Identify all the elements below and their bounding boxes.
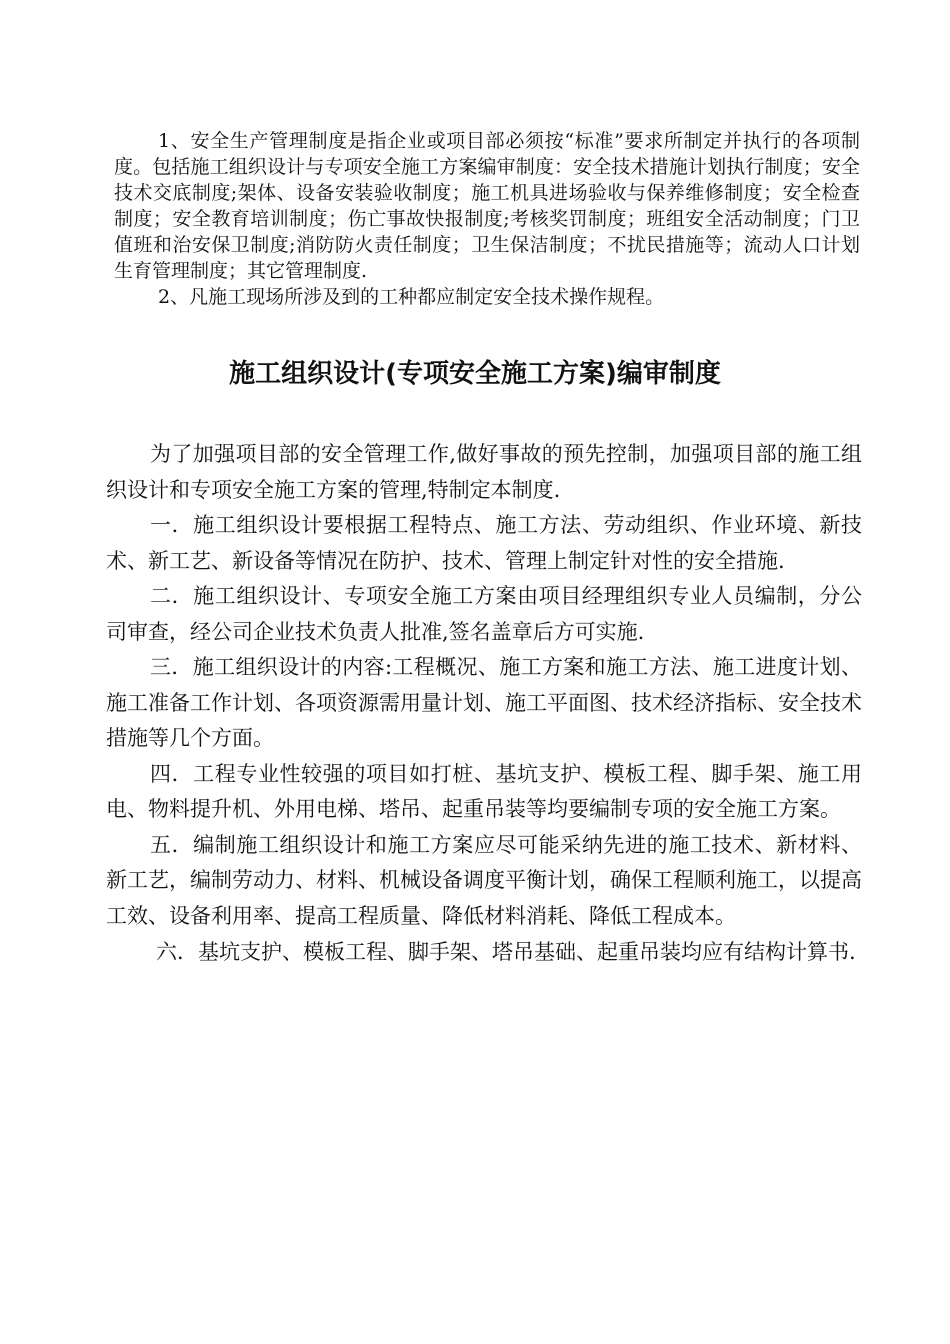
paragraph-operation-rules: 2、凡施工现场所涉及到的工种都应制定安全技术操作规程。 — [158, 286, 665, 308]
paragraph-item-6: 六．基坑支护、模板工程、脚手架、塔吊基础、起重吊装均应有结构计算书. — [156, 940, 856, 964]
paragraph-item-4: 四．工程专业性较强的项目如打桩、基坑支护、模板工程、脚手架、施工用电、物料提升机、外用电梯、塔吊、起重吊装等均要编制专项的安全施工方案。 — [106, 761, 862, 821]
paragraph-item-2: 二．施工组织设计、专项安全施工方案由项目经理组织专业人员编制，分公司审查，经公司企业技术负责人批准,签名盖章后方可实施. — [106, 584, 862, 644]
review-system-section — [106, 437, 862, 967]
paragraph-item-1: 一．施工组织设计要根据工程特点、施工方法、劳动组织、作业环境、新技术、新工艺、新设备等情况在防护、技术、管理上制定针对性的安全措施. — [106, 513, 862, 573]
paragraph-intro: 为了加强项目部的安全管理工作,做好事故的预先控制，加强项目部的施工组织设计和专项安全施工方案的管理,特制定本制度. — [106, 442, 862, 502]
section-title: 施工组织设计(专项安全施工方案)编审制度 — [229, 359, 721, 389]
paragraph-management-system: 1、安全生产管理制度是指企业或项目部必须按“标准”要求所制定并执行的各项制度。包括施工组织设计与专项安全施工方案编审制度：安全技术措施计划执行制度；安全技术交底制度;架体、设备安装验收制度；施工机具进场验收与保养维修制度；安全检查制度；安全教育培训制度；伤亡事故快报制度;考核奖罚制度；班组安全活动制度；门卫值班和治安保卫制度;消防防火责任制度；卫生保洁制度；不扰民措施等；流动人口计划生育管理制度；其它管理制度. — [114, 130, 860, 282]
safety-management-section — [114, 128, 860, 310]
paragraph-item-5: 五．编制施工组织设计和施工方案应尽可能采纳先进的施工技术、新材料、新工艺，编制劳动力、材料、机械设备调度平衡计划，确保工程顺利施工，以提高工效、设备利用率、提高工程质量、降低材料消耗、降低工程成本。 — [106, 832, 862, 928]
paragraph-item-3: 三．施工组织设计的内容:工程概况、施工方案和施工方法、施工进度计划、施工准备工作计划、各项资源需用量计划、施工平面图、技术经济指标、安全技术措施等几个方面。 — [106, 655, 862, 750]
